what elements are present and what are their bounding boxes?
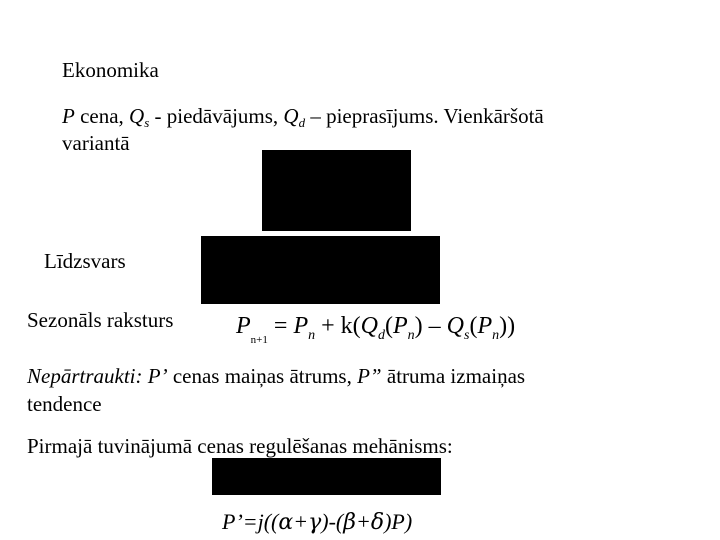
demand-text: – pieprasījums. Vienkāršotā — [305, 104, 544, 128]
formula-qs: Q — [446, 313, 464, 339]
first-derivative: P’ — [142, 364, 168, 388]
price-formula-part-a: P’=j(( — [222, 509, 279, 534]
supply-subscript: s — [144, 115, 150, 130]
price-formula-part-c: )P) — [384, 509, 413, 534]
equilibrium-label: Līdzsvars — [44, 249, 126, 273]
formula-lhs-sub: n+1 — [250, 334, 268, 346]
formula-pn-sub: n — [308, 328, 316, 343]
formula-qd-sub: d — [377, 328, 385, 343]
price-adjustment-formula — [222, 509, 412, 535]
formula-pn-3-sub: n — [492, 328, 500, 343]
gamma-symbol: γ — [308, 510, 322, 535]
price-formula-part-b: )-( — [321, 509, 344, 534]
redacted-formula-box-1 — [262, 150, 411, 231]
formula-equals: = — [273, 313, 294, 339]
formula-pn-2: P — [392, 313, 408, 339]
alpha-symbol: α — [278, 510, 294, 535]
second-derivative: P” — [357, 364, 382, 388]
seasonal-label: Sezonāls raksturs — [27, 308, 174, 332]
formula-lhs-p: P — [236, 313, 251, 339]
formula-paren-1: ( — [384, 313, 393, 339]
delta-symbol: δ — [370, 510, 385, 535]
continuous-line-1 — [27, 364, 525, 388]
formula-close: )) — [499, 313, 516, 339]
formula-qs-sub: s — [464, 328, 470, 343]
formula-pn-3: P — [477, 313, 493, 339]
price-symbol: P — [62, 104, 75, 128]
redacted-formula-box-2 — [201, 236, 440, 304]
definition-line-2: variantā — [62, 131, 130, 155]
redacted-formula-box-3 — [212, 458, 441, 495]
seasonal-formula — [236, 313, 516, 346]
formula-plus-k: + k( — [321, 313, 361, 339]
demand-subscript: d — [298, 115, 306, 130]
first-approximation-text: Pirmajā tuvinājumā cenas regulēšanas mehānisms: — [27, 434, 453, 458]
supply-symbol: Q — [129, 104, 145, 128]
formula-paren-2: ( — [469, 313, 478, 339]
price-formula-plus-1: + — [293, 509, 309, 534]
supply-text: - piedāvājums, — [149, 104, 284, 128]
continuous-label: Nepārtraukti: — [27, 364, 143, 388]
page-title: Ekonomika — [62, 58, 159, 82]
continuous-line-2: tendence — [27, 392, 102, 416]
beta-symbol: β — [343, 510, 356, 535]
definition-line-1 — [62, 104, 544, 128]
first-derivative-text: cenas maiņas ātrums, — [167, 364, 358, 388]
formula-pn: P — [293, 313, 309, 339]
second-derivative-text: ātruma izmaiņas — [381, 364, 526, 388]
formula-pn-2-sub: n — [407, 328, 415, 343]
formula-qd: Q — [360, 313, 378, 339]
demand-symbol: Q — [283, 104, 299, 128]
price-text: cena, — [74, 104, 130, 128]
formula-minus: ) – — [414, 313, 447, 339]
price-formula-plus-2: + — [355, 509, 371, 534]
